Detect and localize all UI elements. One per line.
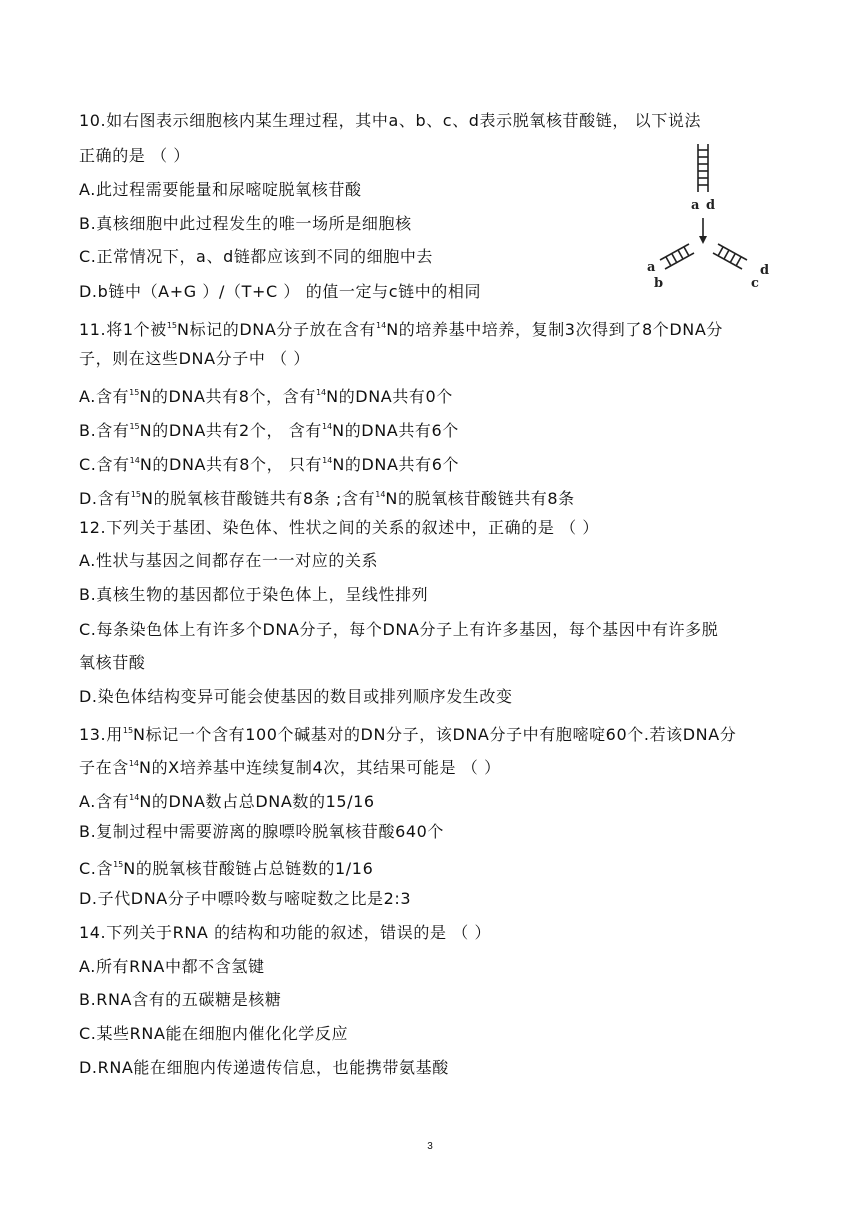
q12-option-b: B.真核生物的基因都位于染色体上，呈线性排列 bbox=[79, 585, 429, 604]
q12-option-a: A.性状与基因之间都存在一一对应的关系 bbox=[79, 551, 379, 570]
label-top-d: d bbox=[706, 198, 716, 213]
q13-stem-line2: 子在含$^{14}$N的X培养基中连续复制4次，其结果可能是 （ ） bbox=[79, 758, 501, 777]
q12-option-c-line2: 氧核苷酸 bbox=[79, 653, 146, 672]
label-left-a: a bbox=[647, 260, 656, 275]
q11-stem-line2: 子，则在这些DNA分子中 （ ） bbox=[79, 349, 311, 368]
q14-option-a: A.所有RNA中都不含氢键 bbox=[79, 957, 265, 976]
q14-option-c: C.某些RNA能在细胞内催化化学反应 bbox=[79, 1024, 349, 1043]
q13-option-a: A.含有$^{14}$N的DNA数占总DNA数的15/16 bbox=[79, 792, 375, 811]
q10-option-b: B.真核细胞中此过程发生的唯一场所是细胞核 bbox=[79, 214, 412, 233]
q10-stem-line2: 正确的是 （ ） bbox=[79, 146, 190, 165]
q13-option-c: C.含$^{15}$N的脱氧核苷酸链占总链数的1/16 bbox=[79, 859, 374, 878]
q11-option-b: B.含有$^{15}$N的DNA共有2个， 含有$^{14}$N的DNA共有6个 bbox=[79, 421, 459, 440]
q10-option-c: C.正常情况下，a、d链都应该到不同的细胞中去 bbox=[79, 247, 434, 266]
q11-option-a: A.含有$^{15}$N的DNA共有8个，含有$^{14}$N的DNA共有0个 bbox=[79, 387, 453, 406]
q13-stem-line1: 13.用$^{15}$N标记一个含有100个碱基对的DN分子，该DNA分子中有胞嘧啶60个.若该DNA分 bbox=[79, 725, 737, 744]
label-right-c: c bbox=[751, 276, 759, 290]
q12-stem: 12.下列关于基团、染色体、性状之间的关系的叙述中，正确的是 （ ） bbox=[79, 518, 600, 537]
q11-option-d: D.含有$^{15}$N的脱氧核苷酸链共有8条 ;含有$^{14}$N的脱氧核苷酸链共有8条 bbox=[79, 489, 575, 508]
page-number: 3 bbox=[427, 1141, 433, 1152]
q10-stem-line1: 10.如右图表示细胞核内某生理过程，其中a、b、c、d表示脱氧核苷酸链， 以下说法 bbox=[79, 111, 702, 130]
dna-replication-figure bbox=[636, 140, 786, 290]
q11-stem-line1: 11.将1个被$^{15}$N标记的DNA分子放在含有$^{14}$N的培养基中培养，复制3次得到了8个DNA分 bbox=[79, 320, 723, 339]
q12-option-c-line1: C.每条染色体上有许多个DNA分子，每个DNA分子上有许多基因，每个基因中有许多脱 bbox=[79, 620, 719, 639]
q14-stem: 14.下列关于RNA 的结构和功能的叙述，错误的是 （ ） bbox=[79, 923, 492, 942]
q13-option-b: B.复制过程中需要游离的腺嘌呤脱氧核苷酸640个 bbox=[79, 822, 445, 841]
q13-option-d: D.子代DNA分子中嘌呤数与嘧啶数之比是2:3 bbox=[79, 889, 412, 908]
arrow-head bbox=[699, 236, 707, 244]
q12-option-d: D.染色体结构变异可能会使基因的数目或排列顺序发生改变 bbox=[79, 687, 513, 706]
dna-replication-diagram bbox=[636, 140, 786, 290]
q10-option-d: D.b链中（A+G ）/（T+C ） 的值一定与c链中的相同 bbox=[79, 282, 482, 301]
q10-option-a: A.此过程需要能量和尿嘧啶脱氧核苷酸 bbox=[79, 180, 362, 199]
q11-option-c: C.含有$^{14}$N的DNA共有8个， 只有$^{14}$N的DNA共有6个 bbox=[79, 455, 460, 474]
q14-option-d: D.RNA能在细胞内传递遗传信息，也能携带氨基酸 bbox=[79, 1058, 449, 1077]
q14-option-b: B.RNA含有的五碳糖是核糖 bbox=[79, 990, 282, 1009]
label-left-b: b bbox=[654, 276, 664, 290]
label-right-d: d bbox=[760, 263, 770, 278]
label-top-a: a bbox=[691, 198, 700, 213]
